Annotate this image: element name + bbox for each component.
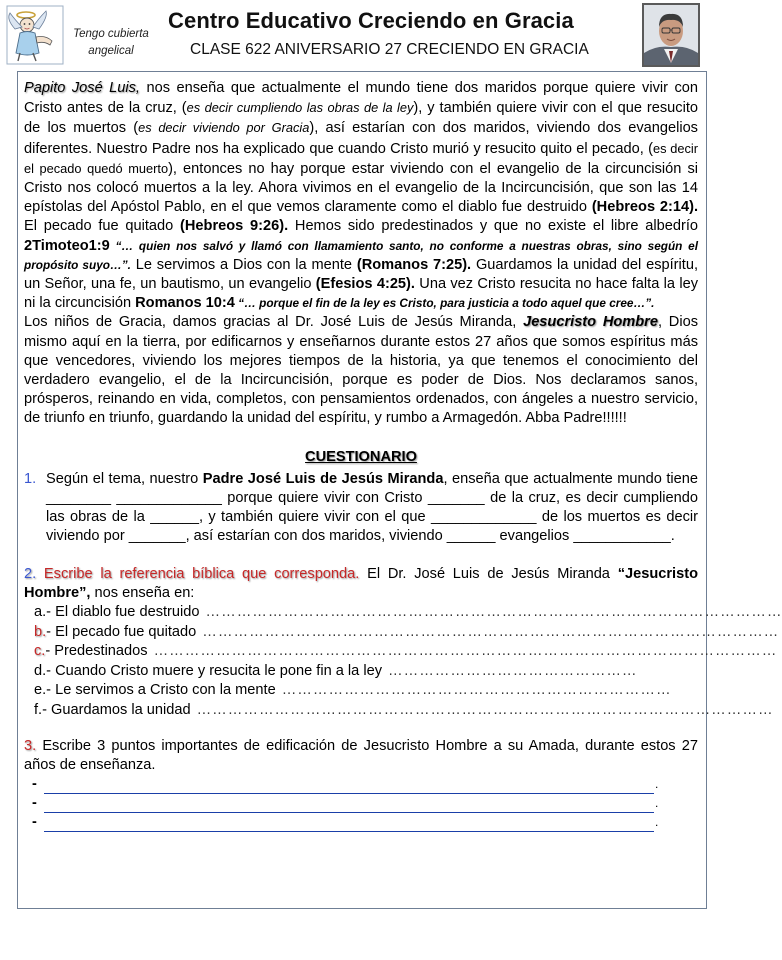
text-span: es decir cumpliendo las obras de la ley bbox=[186, 100, 414, 116]
question-text: Escribe 3 puntos importantes de edificación de Jesucristo Hombre a su Amada, durante estos 27 años de enseñanza. bbox=[24, 737, 698, 773]
text-span: , enseña que actualmente mundo tiene bbox=[443, 470, 699, 487]
question-text bbox=[46, 470, 698, 547]
text-span: Le servimos a Dios con la mente bbox=[130, 256, 357, 273]
item-text: - Guardamos la unidad bbox=[42, 702, 191, 719]
list-item[interactable] bbox=[34, 662, 698, 682]
page-subtitle: CLASE 622 ANIVERSARIO 27 CRECIENDO EN GRACIA bbox=[190, 41, 589, 58]
answer-line[interactable] bbox=[32, 775, 698, 794]
line-dash: - bbox=[32, 775, 37, 792]
reference-list bbox=[24, 603, 782, 721]
text-span: ), entonces no hay porque estar viviendo con el evangelio de la circuncisión si Cristo nos colocó muertos a la ley. Ahora vivimos en el evangelio de la Incircuncisión, que son las 14 epístolas del Apóstol Pablo, en el que vemos claramente como el diablo fue destruido bbox=[24, 160, 698, 216]
question-number: 2. bbox=[24, 565, 37, 582]
question-number: 1. bbox=[24, 470, 37, 487]
item-letter: e. bbox=[34, 682, 47, 699]
text-span: ), y también quiere vivir con el que resucito de los muertos ( bbox=[24, 100, 698, 137]
item-letter: d. bbox=[34, 662, 47, 679]
answer-blank[interactable]: _______ bbox=[128, 528, 186, 545]
highlight-name: Padre José Luis de Jesús Miranda bbox=[202, 470, 444, 487]
portrait-photo bbox=[642, 3, 700, 67]
question-3 bbox=[24, 737, 698, 775]
questionnaire-heading bbox=[24, 448, 698, 467]
bible-reference: (Hebreos 2:14). bbox=[591, 199, 698, 216]
text-span: Hemos sido predestinados y que no existe el libre albedrío bbox=[288, 218, 698, 235]
bible-reference: Romanos 10:4 bbox=[135, 295, 235, 312]
text-span: de la cruz, es decir cumpliendo las obras de la bbox=[46, 490, 698, 526]
paragraph-intro bbox=[24, 79, 698, 313]
answer-blank[interactable]: _____________ bbox=[430, 509, 537, 526]
text-span: Una vez Cristo resucita no hace falta la ley ni la circuncisión bbox=[24, 276, 698, 312]
write-rule[interactable] bbox=[44, 778, 654, 794]
bible-reference: (Hebreos 9:26). bbox=[180, 218, 289, 235]
tagline: Tengo cubierta angelical bbox=[73, 28, 149, 57]
line-end: . bbox=[655, 814, 659, 829]
item-text: - Cuando Cristo muere y resucita le pone fin a la ley bbox=[46, 662, 382, 679]
answer-blank[interactable]: ________ bbox=[46, 490, 111, 507]
answer-line[interactable] bbox=[32, 813, 698, 832]
header bbox=[0, 0, 720, 72]
write-rule[interactable] bbox=[44, 797, 654, 813]
item-letter: c. bbox=[34, 643, 46, 660]
text-span: de los muertos es decir viviendo por bbox=[46, 509, 698, 545]
text-span: es decir viviendo por Gracia bbox=[138, 120, 310, 136]
answer-dots[interactable]: ………………………………………………………………………………………………… bbox=[205, 604, 782, 621]
lesson-content bbox=[24, 79, 782, 832]
list-item[interactable] bbox=[34, 623, 780, 643]
highlight-name: “Jesucristo Hombre”, bbox=[24, 565, 698, 601]
answer-lines bbox=[24, 775, 698, 832]
item-text: - Le servimos a Cristo con la mente bbox=[46, 682, 276, 699]
text-span: , Dios mismo aquí en la tierra, por edificarnos y enseñarnos durante estos 27 años que somos espíritus más que vencedores, viviendo los mejores tiempos de la historia, ya que tenemos el conocimiento del verdadero evangelio, el de la Incircuncisión, porque es poder de Dios. Nos declaramos sanos, prósperos, reinando en vida, completos, con pensamientos ordenados, con ángeles a nuestro servicio, de triunfo en triunfo, guardando la unidad del espíritu, y rumbo a Armagedón. Abba Padre!!!!!! bbox=[24, 314, 698, 427]
bible-reference: (Romanos 7:25). bbox=[356, 256, 472, 273]
text-span: Guardamos la unidad del espíritu, un Señor, una fe, un bautismo, un evangelio bbox=[24, 256, 699, 293]
item-letter: f. bbox=[34, 702, 43, 719]
text-span: , así estarían con dos maridos, viviendo bbox=[185, 528, 447, 545]
line-dash: - bbox=[32, 813, 37, 830]
question-1 bbox=[24, 470, 698, 547]
item-text: - El pecado fue quitado bbox=[46, 623, 197, 640]
page-title: Centro Educativo Creciendo en Gracia bbox=[168, 8, 574, 33]
text-span: Según el tema, nuestro bbox=[46, 470, 203, 487]
text-span: . bbox=[670, 528, 675, 545]
line-end: . bbox=[655, 776, 659, 791]
highlight-name: Jesucristo Hombre bbox=[523, 314, 658, 331]
text-span: El Dr. José Luis de Jesús Miranda bbox=[359, 565, 618, 582]
line-end: . bbox=[655, 795, 659, 810]
list-item[interactable] bbox=[34, 701, 774, 721]
question-instruction: Escribe la referencia bíblica que corresponda. bbox=[36, 565, 360, 582]
text-span: es decir el pecado quedó muerto bbox=[24, 140, 698, 176]
author-name: Papito José Luis, bbox=[24, 80, 140, 96]
text-span: ), así estarían con dos maridos, viviendo dos evangelios diferentes. Nuestro Padre nos ha explicado que cuando Cristo murió y resucito quito el pecado, ( bbox=[24, 120, 698, 157]
question-number: 3. bbox=[24, 737, 37, 754]
text-span: nos enseña en: bbox=[90, 584, 195, 601]
text-span: , y también quiere vivir con el que bbox=[198, 509, 431, 526]
item-text: - Predestinados bbox=[45, 643, 148, 660]
list-item[interactable] bbox=[34, 681, 698, 701]
answer-dots[interactable]: ………………………………………………………………… bbox=[281, 682, 672, 699]
answer-line[interactable] bbox=[32, 794, 698, 813]
answer-blank[interactable]: _______ bbox=[427, 490, 485, 507]
text-span: nos enseña que actualmente el mundo tiene dos maridos porque quiere vivir con Cristo antes de la cruz, ( bbox=[24, 80, 698, 117]
write-rule[interactable] bbox=[44, 816, 654, 832]
answer-blank[interactable]: ______ bbox=[150, 509, 199, 526]
line-dash: - bbox=[32, 794, 37, 811]
item-letter: b. bbox=[34, 623, 47, 640]
text-span: Los niños de Gracia, damos gracias al Dr. José Luis de Jesús Miranda, bbox=[24, 314, 524, 331]
question-2 bbox=[24, 565, 698, 603]
angel-logo-icon bbox=[6, 5, 64, 65]
list-item[interactable] bbox=[34, 603, 782, 623]
answer-dots[interactable]: ………………………………………………………………………………………………………… bbox=[153, 643, 778, 660]
text-span: El pecado fue quitado bbox=[24, 218, 181, 235]
text-span: evangelios bbox=[495, 528, 574, 545]
text-span: porque quiere vivir con Cristo bbox=[221, 490, 428, 507]
bible-reference: 2Timoteo1:9 bbox=[24, 237, 110, 254]
bible-quote: “… quien nos salvó y llamó con llamamiento santo, no conforme a nuestras obras, sino según el propósito suyo…”. bbox=[24, 238, 698, 272]
item-letter: a. bbox=[34, 604, 47, 621]
paragraph-declaration bbox=[24, 313, 698, 428]
bible-reference: (Efesios 4:25). bbox=[315, 276, 415, 293]
answer-blank[interactable]: ______ bbox=[446, 528, 496, 545]
item-text: - El diablo fue destruido bbox=[46, 604, 200, 621]
answer-blank[interactable]: _____________ bbox=[116, 490, 222, 507]
questionnaire-title: CUESTIONARIO bbox=[305, 448, 417, 465]
answer-blank[interactable]: ____________ bbox=[573, 528, 671, 545]
answer-dots[interactable]: ………………………………………………………………………………………………… bbox=[202, 623, 780, 640]
portrait-icon bbox=[644, 5, 698, 65]
list-item[interactable] bbox=[34, 642, 778, 662]
answer-dots[interactable]: ………………………………………… bbox=[388, 662, 638, 679]
answer-dots[interactable]: ………………………………………………………………………………………………… bbox=[196, 702, 774, 719]
bible-quote: “… porque el fin de la ley es Cristo, para justicia a todo aquel que cree…”. bbox=[234, 296, 655, 311]
